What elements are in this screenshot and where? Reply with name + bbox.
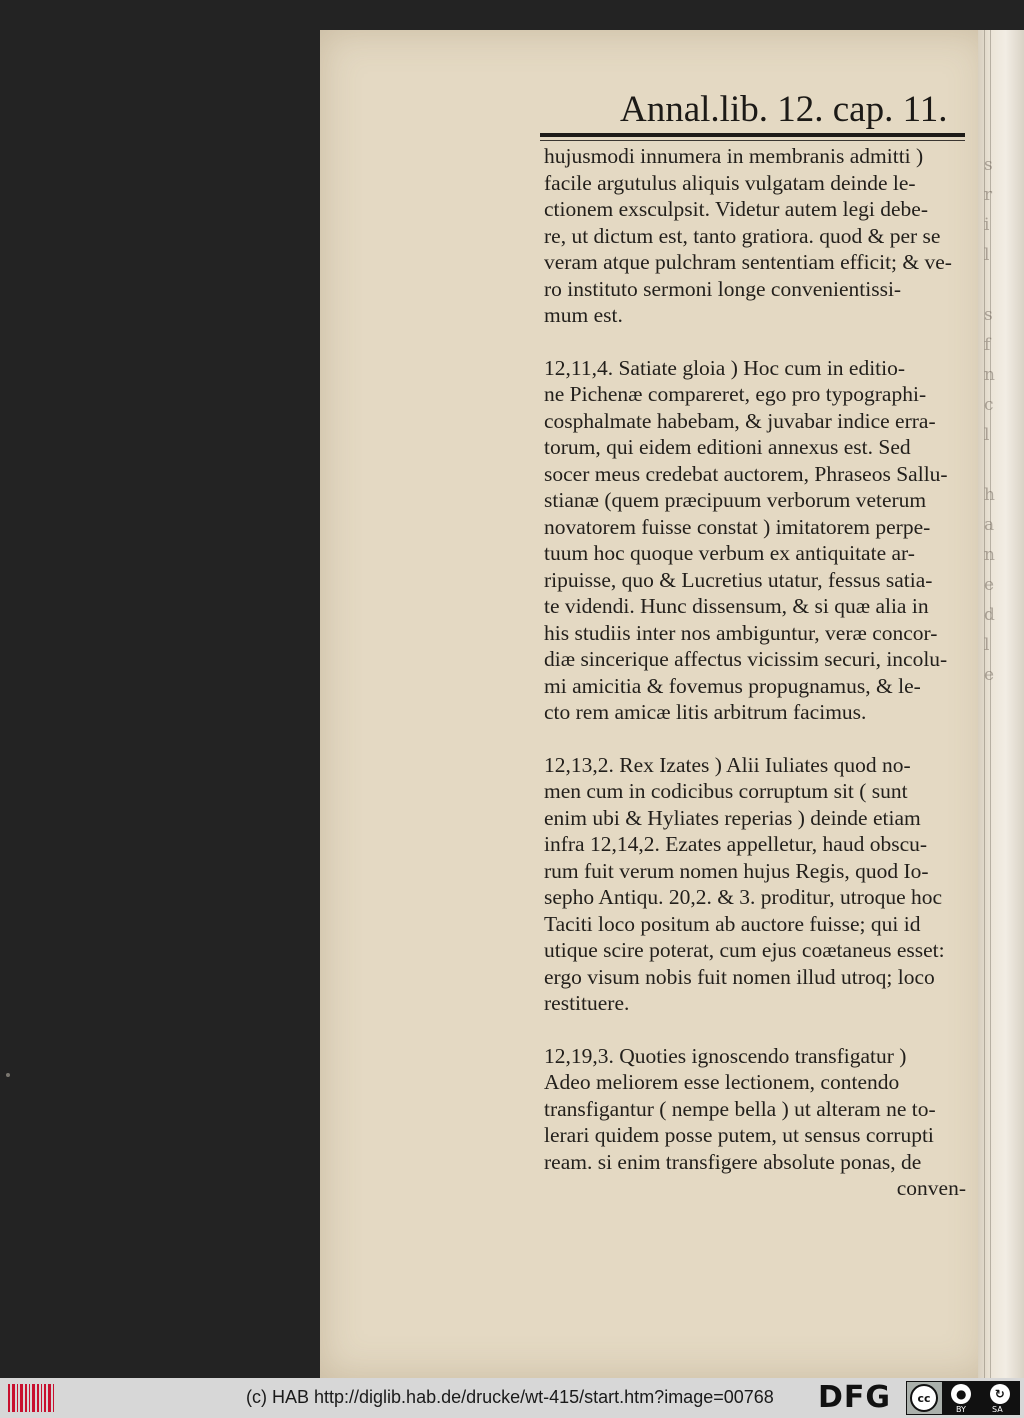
paragraph-gap (544, 329, 974, 355)
text-line: rum fuit verum nomen hujus Regis, quod Io- (544, 858, 929, 883)
text-line: enim ubi & Hyliates reperias ) deinde etiam (544, 805, 921, 830)
text-line: stianæ (quem præcipuum verborum veterum (544, 488, 927, 512)
text-line: men cum in codicibus corruptum sit ( sunt (544, 779, 908, 803)
header-rule (540, 133, 965, 137)
text-line: 12,11,4. Satiate gloia ) Hoc cum in editio- (544, 355, 906, 380)
source-url-text[interactable]: (c) HAB http://diglib.hab.de/drucke/wt-415/start.htm?image=00768 (246, 1387, 774, 1407)
by-person-icon: ● (951, 1384, 971, 1404)
text-line: cto rem amicæ litis arbitrum facimus. (544, 700, 867, 724)
text-line: restituere. (544, 991, 630, 1015)
text-line: Adeo meliorem esse lectionem, contendo (544, 1070, 900, 1094)
text-line: tuum hoc quoque verbum ex antiquitate ar- (544, 541, 915, 565)
text-line: cosphalmate habebam, & juvabar indice erra- (544, 408, 936, 433)
text-line: transfigantur ( nempe bella ) ut alteram ne to- (544, 1096, 936, 1121)
text-line: te videndi. Hunc dissensum, & si quæ alia in (544, 594, 929, 618)
text-line: facile argutulus aliquis vulgatam deinde le- (544, 170, 916, 195)
text-line: re, ut dictum est, tanto gratiora. quod & per se (544, 223, 941, 248)
cc-by-sa-license-badge[interactable] (906, 1381, 1020, 1415)
text-line: lerari quidem posse putem, ut sensus corrupti (544, 1123, 934, 1147)
page-body-text (544, 143, 974, 1202)
text-line: diæ sincerique affectus vicissim securi, incolu- (544, 647, 948, 671)
sa-label: SA (992, 1405, 1003, 1414)
next-page-edge (978, 30, 1024, 1378)
text-line: 12,19,3. Quoties ignoscendo transfigatur ) (544, 1043, 907, 1068)
cc-icon: cc (910, 1384, 938, 1412)
text-line: torum, qui eidem editioni annexus est. Sed (544, 435, 911, 459)
hab-logo-icon (8, 1384, 54, 1412)
header-rule-thin (540, 140, 965, 141)
footer-bar (0, 1378, 1024, 1418)
margin-speck (6, 1073, 10, 1077)
text-line: mum est. (544, 303, 623, 327)
text-line: utique scire poterat, cum ejus coætaneus esset: (544, 938, 945, 962)
paragraph-gap (544, 1017, 974, 1043)
text-line: mi amicitia & fovemus propugnamus, & le- (544, 673, 921, 698)
by-label: BY (956, 1405, 966, 1414)
text-line: novatorem fuisse constat ) imitatorem perpe- (544, 514, 931, 539)
text-line: 12,13,2. Rex Izates ) Alii Iuliates quod no- (544, 752, 911, 777)
text-line: Taciti loco positum ab auctore fuisse; qui id (544, 911, 921, 936)
text-line: ream. si enim transfigere absolute ponas, de (544, 1149, 922, 1174)
text-line: his studiis inter nos ambiguntur, veræ concor- (544, 620, 938, 645)
running-head: Annal.lib. 12. cap. 11. (620, 89, 948, 130)
text-line: ripuisse, quo & Lucretius utatur, fessus satia- (544, 567, 933, 592)
share-alike-icon: ↻ (990, 1384, 1010, 1404)
text-line: ro instituto sermoni longe convenientissi- (544, 276, 902, 301)
text-line: infra 12,14,2. Ezates appelletur, haud obscu- (544, 832, 928, 856)
text-line: ctionem exsculpsit. Videtur autem legi debe- (544, 197, 929, 221)
catchword: conven- (896, 1176, 966, 1200)
text-line: hujusmodi innumera in membranis admitti ) (544, 144, 924, 168)
text-line: ne Pichenæ compareret, ego pro typographi- (544, 382, 927, 406)
text-line: socer meus credebat auctorem, Phraseos Sallu- (544, 461, 948, 486)
dfg-logo: DFG (818, 1380, 892, 1415)
bleed-through-text: s r i l s f n c l h a n e d l e (984, 155, 995, 685)
license-terms (942, 1381, 1019, 1415)
text-line: veram atque pulchram sententiam efficit; & ve- (544, 250, 952, 274)
text-line: sepho Antiqu. 20,2. & 3. proditur, utroque hoc (544, 885, 943, 909)
text-line: ergo visum nobis fuit nomen illud utroq; loco (544, 964, 935, 989)
paragraph-gap (544, 726, 974, 752)
